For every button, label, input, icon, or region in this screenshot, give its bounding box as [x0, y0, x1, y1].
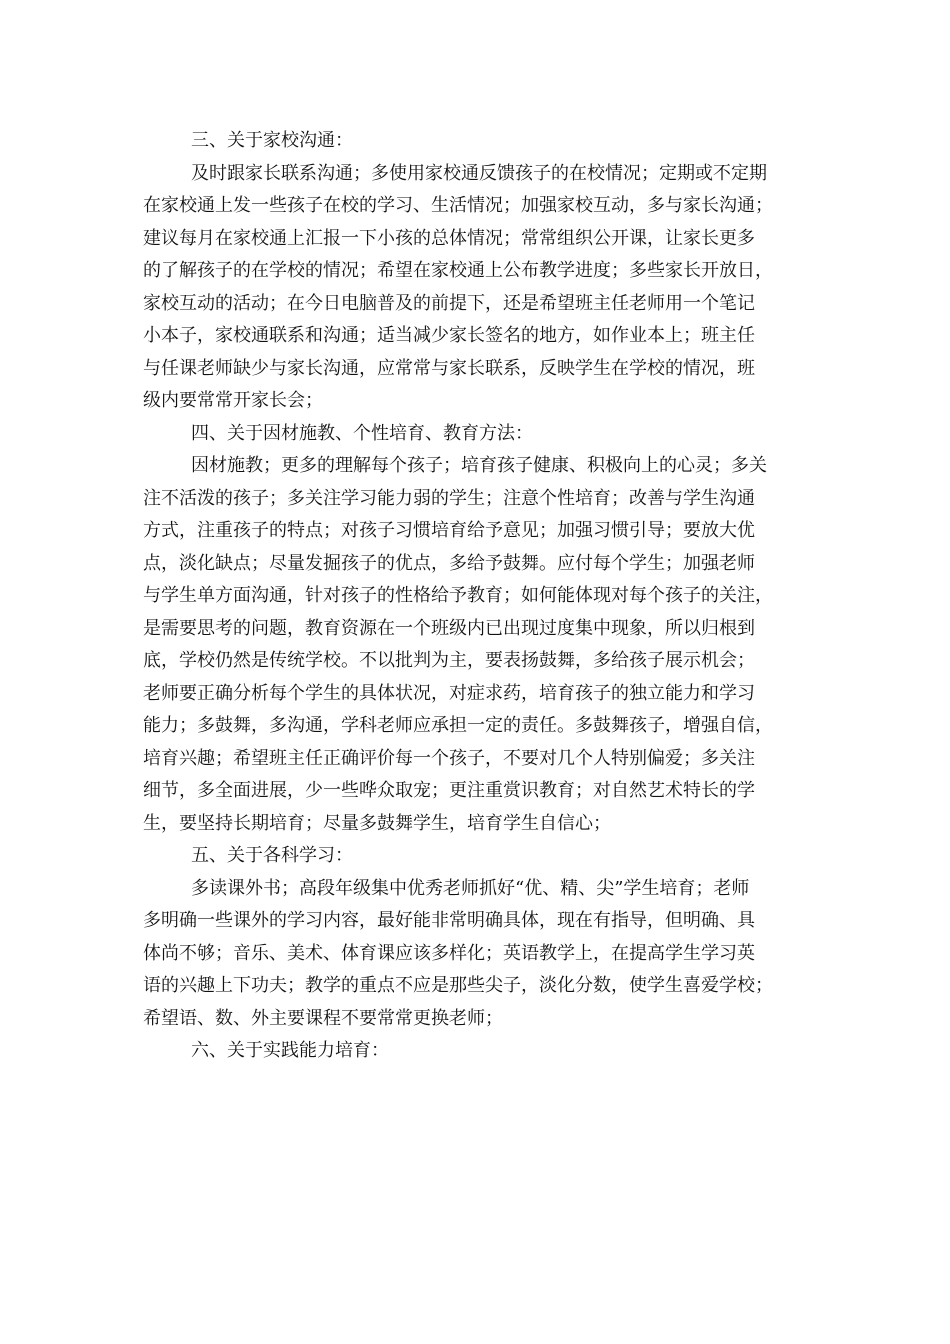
text-line: 家校互动的活动；在今日电脑普及的前提下，还是希望班主任老师用一个笔记 [143, 292, 755, 314]
section-paragraph [143, 158, 808, 418]
text-line: 生，要坚持长期培育；尽量多鼓舞学生，培育学生自信心； [143, 812, 611, 834]
text-line: 底，学校仍然是传统学校。不以批判为主，要表扬鼓舞，多给孩子展示机会； [143, 650, 755, 671]
text-line: 建议每月在家校通上汇报一下小孩的总体情况；常常组织公开课，让家长更多 [143, 227, 755, 249]
text-line: 与学生单方面沟通，针对孩子的性格给予教育；如何能体现对每个孩子的关注， [143, 585, 773, 606]
text-line: 点，淡化缺点；尽量发掘孩子的优点，多给予鼓舞。应付每个学生；加强老师 [143, 552, 755, 574]
section-subject-learning [143, 840, 808, 1035]
section-heading: 六、关于实践能力培育： [191, 1040, 389, 1061]
text-line: 因材施教；更多的理解每个孩子；培育孩子健康、积极向上的心灵；多关 [191, 455, 767, 476]
text-line: 细节，多全面进展，少一些哗众取宠；更注重赏识教育；对自然艺术特长的学 [143, 780, 755, 801]
text-line: 注不活泼的孩子；多关注学习能力弱的学生；注意个性培育；改善与学生沟通 [143, 487, 755, 509]
text-line: 多明确一些课外的学习内容，最好能非常明确具体，现在有指导，但明确、具 [143, 910, 755, 931]
text-line: 及时跟家长联系沟通；多使用家校通反馈孩子的在校情况；定期或不定期 [191, 162, 767, 184]
section-paragraph [143, 450, 808, 840]
section-paragraph [143, 873, 808, 1036]
text-line: 方式，注重孩子的特点；对孩子习惯培育给予意见；加强习惯引导；要放大优 [143, 520, 755, 541]
text-line: 培育兴趣；希望班主任正确评价每一个孩子，不要对几个人特别偏爱；多关注 [143, 747, 755, 769]
text-line: 希望语、数、外主要课程不要常常更换老师； [143, 1007, 503, 1029]
text-line: 在家校通上发一些孩子在校的学习、生活情况；加强家校互动，多与家长沟通； [143, 195, 773, 216]
text-line: 的了解孩子的在学校的情况；希望在家校通上公布教学进度；多些家长开放日， [143, 260, 773, 281]
section-home-school-communication [143, 125, 808, 418]
text-line: 语的兴趣上下功夫；教学的重点不应是那些尖子，淡化分数，使学生喜爱学校； [143, 975, 773, 996]
text-line: 多读课外书；高段年级集中优秀老师抓好“优、精、尖”学生培育；老师 [191, 877, 750, 899]
text-line: 能力；多鼓舞，多沟通，学科老师应承担一定的责任。多鼓舞孩子，增强自信， [143, 715, 773, 736]
text-line: 与任课老师缺少与家长沟通，应常常与家长联系，反映学生在学校的情况，班 [143, 357, 755, 379]
section-practical-ability [143, 1035, 808, 1068]
text-line: 是需要思考的问题，教育资源在一个班级内已出现过度集中现象，所以归根到 [143, 617, 755, 639]
document-body [143, 125, 808, 1068]
text-line: 级内要常常开家长会； [143, 390, 323, 411]
text-line: 体尚不够；音乐、美术、体育课应该多样化；英语教学上，在提高学生学习英 [143, 942, 755, 964]
section-individualized-teaching [143, 418, 808, 841]
text-line: 小本子，家校通联系和沟通；适当减少家长签名的地方，如作业本上；班主任 [143, 325, 755, 346]
section-heading: 四、关于因材施教、个性培育、教育方法： [191, 422, 533, 444]
section-heading: 三、关于家校沟通： [191, 130, 353, 151]
section-heading: 五、关于各科学习： [191, 845, 353, 866]
text-line: 老师要正确分析每个学生的具体状况，对症求药，培育孩子的独立能力和学习 [143, 682, 755, 704]
